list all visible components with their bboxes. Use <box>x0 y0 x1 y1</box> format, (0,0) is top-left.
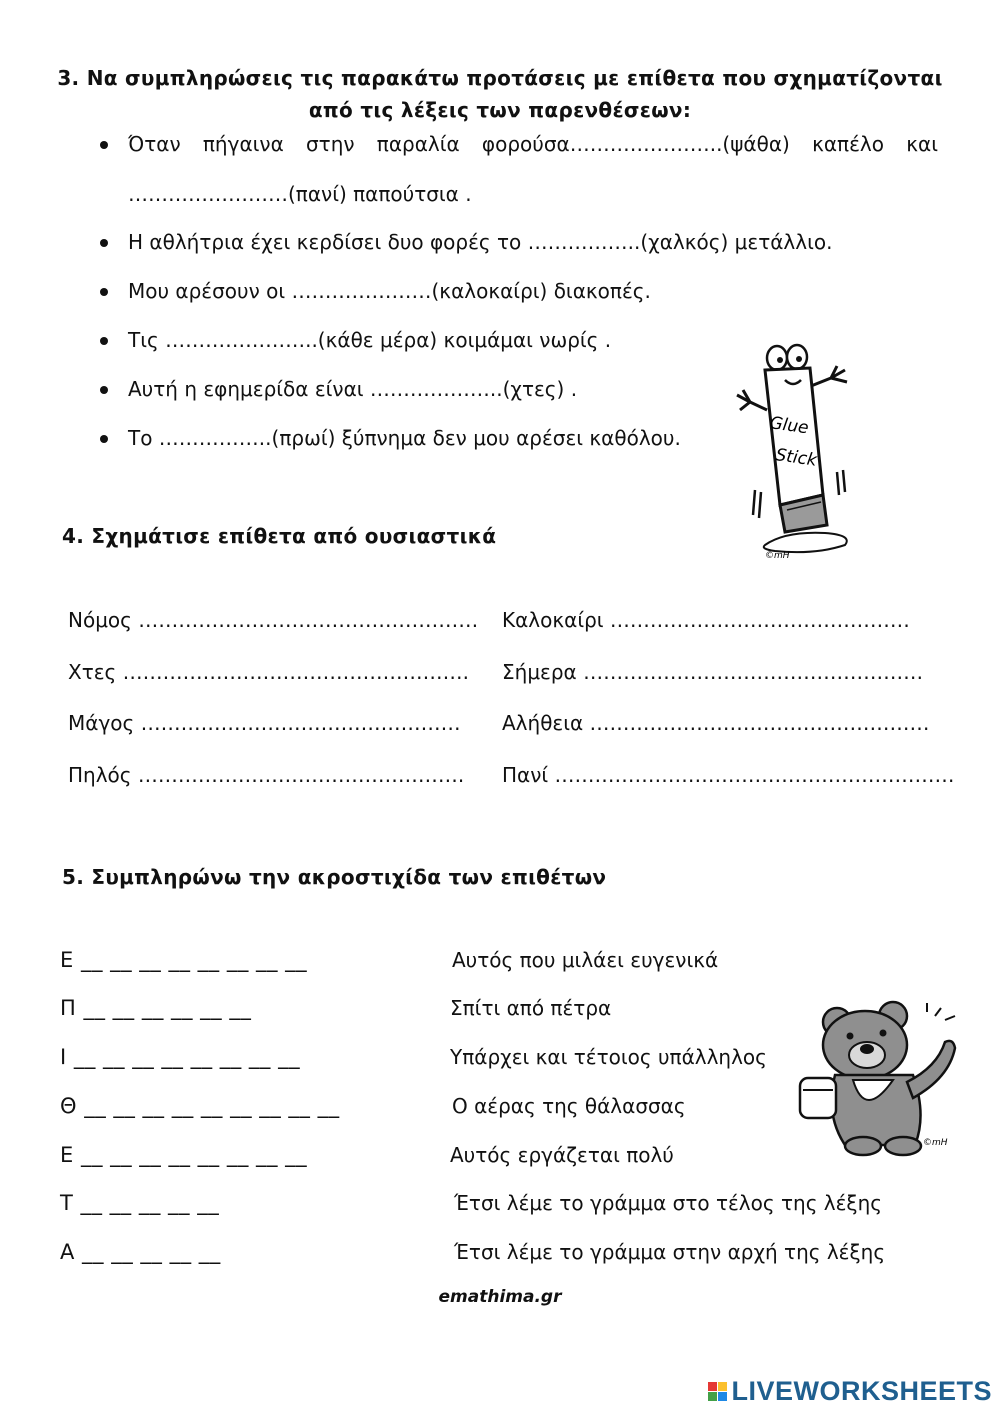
bullet-sentence-1: Όταν πήγαινα στην παραλία φορούσα…………………..(ψάθα) καπέλο και <box>128 132 938 156</box>
bullet-sentence-6: Το ……………..(πρωί) ξύπνημα δεν μου αρέσει καθόλου. <box>128 426 681 450</box>
section3-title-line1: 3. Να συμπληρώσεις τις παρακάτω προτάσεις με επίθετα που σχηματίζονται <box>57 66 943 90</box>
footer-source: emathima.gr <box>438 1287 562 1307</box>
bullet-dot <box>100 141 108 149</box>
acrostic-letters: Ε __ __ __ __ __ __ __ __ <box>60 1143 308 1167</box>
acrostic-clue: Έτσι λέμε το γράμμα στο τέλος της λέξης <box>454 1191 882 1215</box>
acrostic-clue: Σπίτι από πέτρα <box>450 996 612 1020</box>
bullet-dot <box>100 435 108 443</box>
acrostic-clue: Έτσι λέμε το γράμμα στην αρχή της λέξης <box>454 1240 886 1264</box>
bullet-dot <box>100 386 108 394</box>
acrostic-clue: Υπάρχει και τέτοιος υπάλληλος <box>450 1045 767 1069</box>
liveworksheets-icon <box>708 1382 727 1401</box>
teddy-bear-illustration <box>795 1000 965 1160</box>
adjective-item: Πηλός …………………………………………. <box>68 763 465 787</box>
section3-title-line2: από τις λέξεις των παρενθέσεων: <box>308 98 692 122</box>
glue-label-2: Stick <box>774 445 819 471</box>
adjective-item: Καλοκαίρι ……………………………………… <box>502 608 910 632</box>
bullet-dot <box>100 337 108 345</box>
acrostic-letters: Τ __ __ __ __ __ <box>60 1191 220 1215</box>
section5-title: 5. Συμπληρώνω την ακροστιχίδα των επιθέτων <box>62 865 607 889</box>
liveworksheets-logo <box>708 1376 992 1407</box>
bear-signature: ©mH <box>923 1138 948 1148</box>
adjective-item: Νόμος …………………………………………… <box>68 608 479 632</box>
bullet-sentence-3: Μου αρέσουν οι …………………(καλοκαίρι) διακοπές. <box>128 279 651 303</box>
acrostic-letters: Ι __ __ __ __ __ __ __ __ <box>60 1045 301 1069</box>
adjective-item: Σήμερα …………………………………………… <box>502 660 924 684</box>
bullet-sentence-5: Αυτή η εφημερίδα είναι ………………..(χτες) . <box>128 377 578 401</box>
acrostic-letters: Α __ __ __ __ __ <box>60 1240 221 1264</box>
section4-title: 4. Σχημάτισε επίθετα από ουσιαστικά <box>62 524 497 548</box>
glue-label-1: Glue <box>768 413 810 439</box>
acrostic-clue: Αυτός που μιλάει ευγενικά <box>452 948 719 972</box>
adjective-item: Αλήθεια …………………………………………… <box>502 711 930 735</box>
brand-text: LIVEWORKSHEETS <box>731 1376 992 1406</box>
acrostic-clue: Αυτός εργάζεται πολύ <box>450 1143 674 1167</box>
acrostic-clue: Ο αέρας της θάλασσας <box>452 1094 686 1118</box>
acrostic-letters: Π __ __ __ __ __ __ <box>60 996 252 1020</box>
bullet-dot <box>100 239 108 247</box>
bullet-sentence-1-continuation: ……………………(πανί) παπούτσια . <box>128 182 472 206</box>
adjective-item: Πανί …………………………………………………… <box>502 763 955 787</box>
glue-signature: ©mH <box>765 551 790 561</box>
adjective-item: Χτες ……………………………………………. <box>68 660 470 684</box>
bullet-sentence-2: Η αθλήτρια έχει κερδίσει δυο φορές το ……………..(χαλκός) μετάλλιο. <box>128 230 833 254</box>
adjective-item: Μάγος ………………………………………… <box>68 711 461 735</box>
glue-stick-illustration <box>725 340 855 565</box>
acrostic-letters: Ε __ __ __ __ __ __ __ __ <box>60 948 308 972</box>
bullet-sentence-4: Τις …………………..(κάθε μέρα) κοιμάμαι νωρίς . <box>128 328 612 352</box>
bullet-dot <box>100 288 108 296</box>
acrostic-letters: Θ __ __ __ __ __ __ __ __ __ <box>60 1094 340 1118</box>
